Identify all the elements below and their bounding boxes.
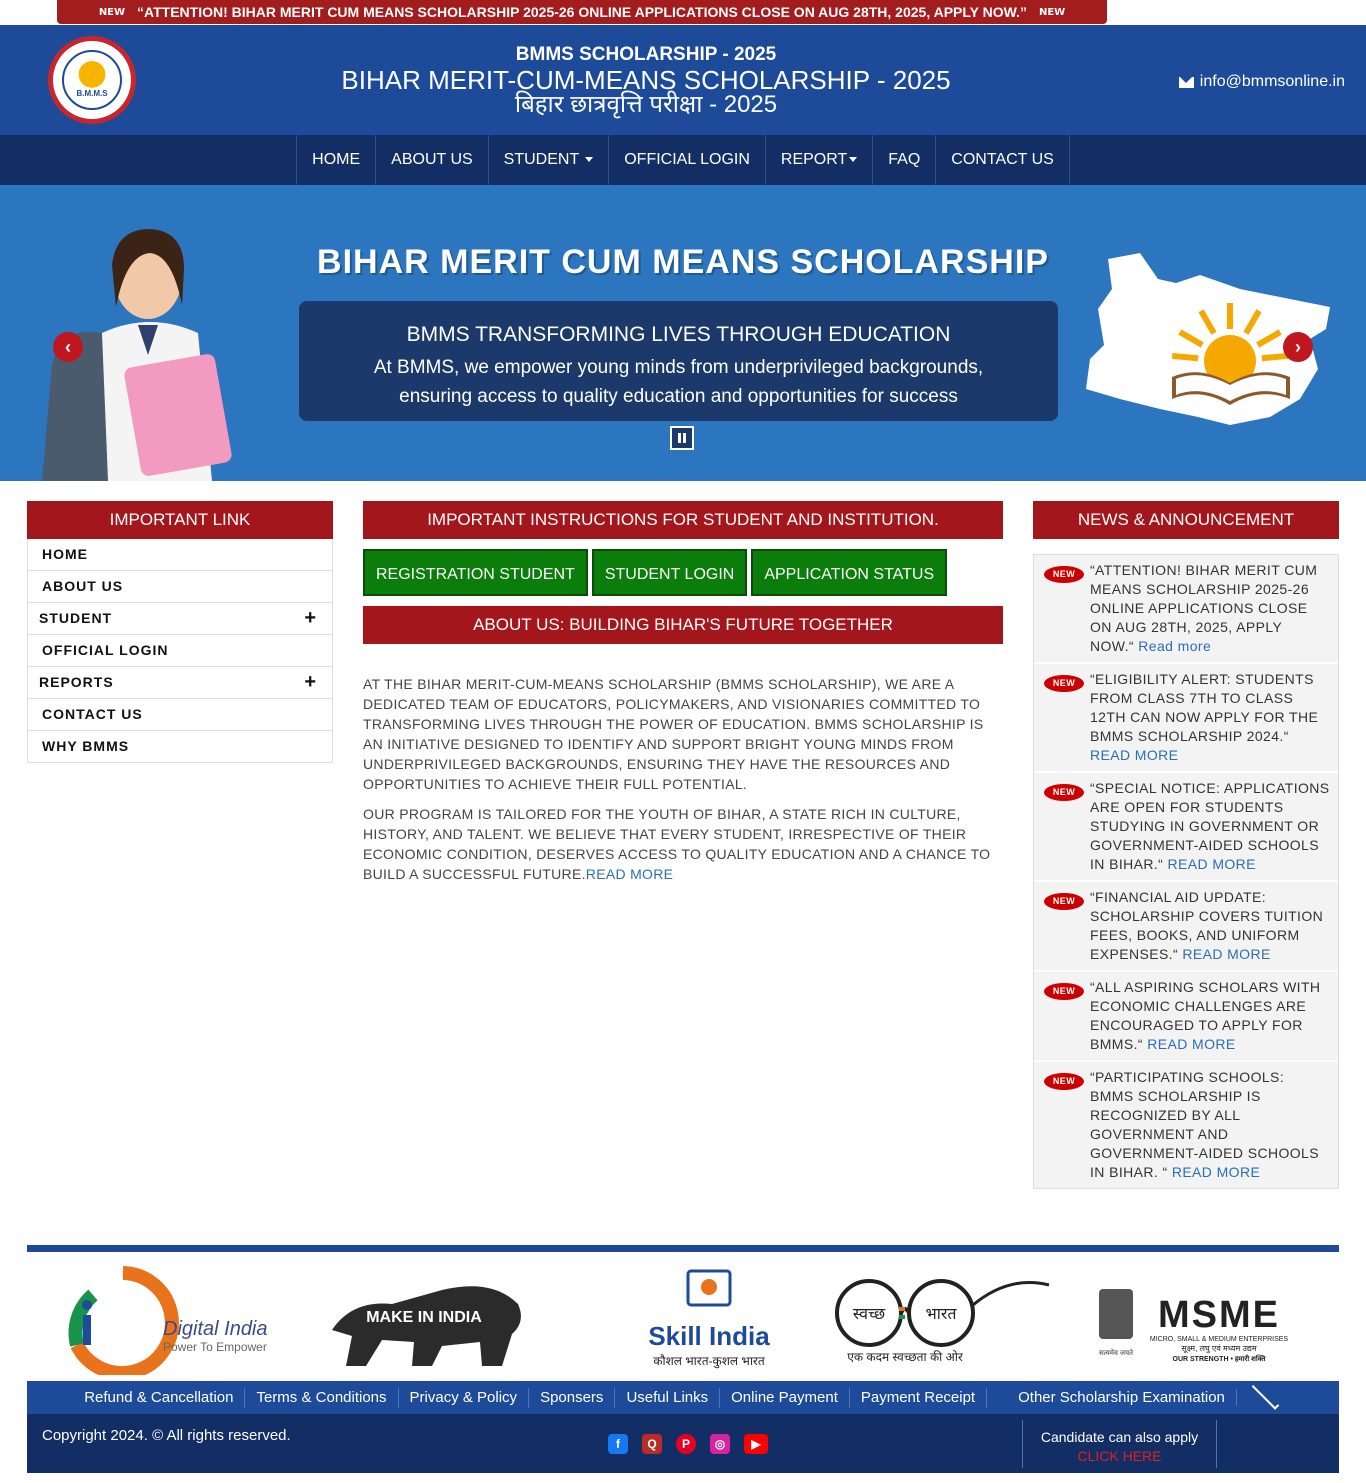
caret-down-icon [849,157,857,162]
make-in-india-lion-icon [322,1270,527,1370]
news-list [1033,554,1339,1189]
about-paragraph-1: AT THE BIHAR MERIT-CUM-MEANS SCHOLARSHIP (BMMS SCHOLARSHIP), WE ARE A DEDICATED TEAM OF EDUCATORS, POLICYMAKERS, AND VISIONARIES COMMITTED TO TRANSFORMING LIVES THROUGH THE POWER OF EDUCATION. BMMS SCHOLARSHIP IS AN INITIATIVE DESIGNED TO IDENTIFY AND SUPPORT BRIGHT YOUNG MINDS FROM UNDERPRIVILEGED BACKGROUNDS, ENSURING THEY HAVE THE RESOURCES AND OPPORTUNITIES TO ACHIEVE THEIR FULL POTENTIAL. [363,676,984,792]
nav-contact-us[interactable]: CONTACT US [936,135,1070,185]
banner-line-1: BMMS TRANSFORMING LIVES THROUGH EDUCATION [406,323,951,346]
new-badge: NEW [1044,784,1084,801]
news-read-more-link[interactable]: READ MORE [1147,1036,1236,1052]
quora-icon[interactable]: Q [642,1434,662,1454]
news-read-more-link[interactable]: READ MORE [1090,747,1179,763]
emblem-tagline: सत्यमेव जयते [1098,1350,1134,1357]
banner-message-box [299,301,1058,421]
ticker-marquee[interactable] [57,0,1107,24]
carousel-prev-button[interactable]: ‹ [53,332,83,362]
side-link-student-label: STUDENT [39,610,113,626]
student-login-button[interactable]: STUDENT LOGIN [592,549,748,596]
plus-icon[interactable]: + [304,607,317,629]
youtube-icon[interactable]: ▶ [744,1434,768,1454]
instructions-heading: IMPORTANT INSTRUCTIONS FOR STUDENT AND INSTITUTION. [363,501,1003,539]
apply-box [1022,1420,1217,1468]
swachh-bharat-logo[interactable] [829,1260,1054,1380]
registration-student-button[interactable]: REGISTRATION STUDENT [363,549,588,596]
footer-link-sponsers[interactable]: Sponsers [529,1388,615,1408]
header-hindi-title: बिहार छात्रवृत्ति परीक्षा - 2025 [514,91,778,118]
carousel-next-button[interactable]: › [1283,332,1313,362]
banner-line-3-text: ensuring access to quality education and opportunities for success [399,386,958,407]
plus-icon[interactable]: + [304,671,317,693]
msme-emblem-icon [1089,1265,1304,1375]
msme-tagline-2: सूक्ष्म, लघु एवं मध्यम उद्यम [1181,1344,1257,1353]
news-item [1034,773,1338,882]
side-link-reports-label: REPORTS [39,674,114,690]
news-heading: NEWS & ANNOUNCEMENT [1033,501,1339,539]
new-badge: NEW [1038,6,1066,18]
banner-line-2-text: At BMMS, we empower young minds from underprivileged backgrounds, [373,357,984,378]
news-text: “FINANCIAL AID UPDATE: SCHOLARSHIP COVERS TUITION FEES, BOOKS, AND UNIFORM EXPENSES.“ [1090,889,1324,962]
header-title: BIHAR MERIT-CUM-MEANS SCHOLARSHIP - 2025 [341,65,951,95]
digital-india-text: Digital India [163,1318,268,1340]
apply-text: Candidate can also apply [1040,1429,1199,1445]
footer-nav [27,1381,1339,1414]
news-item [1034,664,1338,773]
footer-link-refund[interactable]: Refund & Cancellation [73,1388,245,1408]
msme-tagline-3: OUR STRENGTH • हमारी शक्ति [1172,1356,1266,1363]
news-item [1034,1062,1338,1188]
news-text: “ATTENTION! BIHAR MERIT CUM MEANS SCHOLARSHIP 2025-26 ONLINE APPLICATIONS CLOSE ON AUG 28TH, 2025, APPLY NOW.“ [1090,562,1318,654]
about-heading: ABOUT US: BUILDING BIHAR'S FUTURE TOGETHER [363,606,1003,644]
click-here-link[interactable]: CLICK HERE [1077,1448,1162,1464]
about-read-more-link[interactable]: READ MORE [585,866,674,882]
news-item [1034,555,1338,664]
instructions-panel [363,501,1003,884]
swachh-left-text: स्वच्छ [852,1306,886,1323]
banner-title: BIHAR MERIT CUM MEANS SCHOLARSHIP [317,243,1049,281]
action-buttons [363,549,1003,596]
digital-india-tagline: Power To Empower [163,1340,267,1354]
application-status-button[interactable]: APPLICATION STATUS [751,549,947,596]
footer-divider [27,1245,1339,1252]
facebook-icon[interactable]: f [608,1434,628,1454]
footer-link-useful-links[interactable]: Useful Links [615,1388,720,1408]
side-link-contact-us[interactable]: CONTACT US [27,699,333,731]
news-text: “SPECIAL NOTICE: APPLICATIONS ARE OPEN FOR STUDENTS STUDYING IN GOVERNMENT OR GOVERNMENT-AIDED SCHOOLS IN BIHAR.“ [1090,780,1330,872]
pinterest-icon[interactable]: P [676,1434,696,1454]
footer-link-privacy[interactable]: Privacy & Policy [399,1388,530,1408]
make-in-india-text: MAKE IN INDIA [366,1309,482,1326]
news-panel [1033,501,1339,1189]
header-subtitle: BMMS SCHOLARSHIP - 2025 [515,44,777,65]
news-text: “ALL ASPIRING SCHOLARS WITH ECONOMIC CHALLENGES ARE ENCOURAGED TO APPLY FOR BMMS.“ [1090,979,1321,1052]
site-header [0,25,1366,135]
new-badge: NEW [1044,983,1084,1000]
skill-india-icon [602,1265,817,1375]
hero-carousel [0,185,1366,481]
digital-india-icon [63,1265,283,1375]
carousel-pause-button[interactable] [670,426,694,450]
other-scholarship-label: Other Scholarship Examination [1007,1389,1237,1406]
skill-india-tagline: कौशल भारत-कुशल भारत [653,1354,765,1368]
news-item [1034,972,1338,1062]
envelope-icon [1179,77,1194,88]
main-nav [0,135,1366,185]
side-link-why-bmms[interactable]: WHY BMMS [27,731,333,763]
news-text: “ELIGIBILITY ALERT: STUDENTS FROM CLASS 7TH TO CLASS 12TH CAN NOW APPLY FOR THE BMMS SCHOLARSHIP 2024.“ [1090,671,1319,744]
digital-india-logo[interactable] [63,1260,283,1380]
swachh-tagline: एक कदम स्वच्छता की ओर [847,1350,963,1364]
new-badge: NEW [1044,675,1084,692]
msme-text: MSME [1158,1294,1280,1336]
chevron-down-icon [1251,1382,1279,1410]
footer-bottom [27,1414,1339,1473]
new-badge: NEW [1044,566,1084,583]
copyright-text: Copyright 2024. © All rights reserved. [42,1427,291,1444]
social-links [608,1434,768,1454]
nav-report-label: REPORT [780,151,848,168]
side-link-about-us[interactable]: ABOUT US [27,571,333,603]
email-text: info@bmmsonline.in [1199,73,1345,90]
banner-line-2 [299,353,1058,411]
nav-official-login[interactable]: OFFICIAL LOGIN [609,135,766,185]
instagram-icon[interactable]: ◎ [710,1434,730,1454]
skill-india-logo[interactable] [602,1260,817,1380]
skill-india-text: Skill India [648,1321,770,1351]
footer-link-terms[interactable]: Terms & Conditions [245,1388,398,1408]
logo-text: B.M.M.S [76,88,108,98]
nav-report[interactable] [766,135,873,185]
news-read-more-link[interactable]: READ MORE [1171,1164,1261,1180]
caret-down-icon [585,157,593,162]
side-link-home[interactable]: HOME [27,539,333,571]
news-read-more-link[interactable]: READ MORE [1182,946,1271,962]
news-item [1034,882,1338,972]
swachh-bharat-glasses-icon [829,1265,1054,1375]
swachh-right-text: भारत [925,1306,957,1323]
nav-home[interactable]: HOME [297,135,376,185]
footer-link-online-payment[interactable]: Online Payment [720,1388,850,1408]
news-read-more-link[interactable]: Read more [1138,638,1212,654]
pause-icon [678,433,681,443]
partner-logos [27,1260,1339,1380]
make-in-india-logo[interactable] [322,1260,527,1380]
about-paragraph-2 [363,804,1003,884]
other-scholarship-dropdown[interactable] [987,1387,1293,1408]
news-read-more-link[interactable]: READ MORE [1167,856,1256,872]
ticker-bar [0,0,1366,25]
nav-faq[interactable]: FAQ [873,135,936,185]
msme-tagline-1: MICRO, SMALL & MEDIUM ENTERPRISES [1149,1336,1289,1343]
news-text: “PARTICIPATING SCHOOLS: BMMS SCHOLARSHIP IS RECOGNIZED BY ALL GOVERNMENT AND GOVERNMENT-AIDED SCHOOLS IN BIHAR. “ [1090,1069,1319,1180]
important-link-panel [27,501,333,763]
important-link-heading: IMPORTANT LINK [27,501,333,539]
header-email[interactable] [1179,73,1345,91]
side-link-reports[interactable] [27,667,333,699]
nav-student[interactable] [489,135,610,185]
side-link-official-login[interactable]: OFFICIAL LOGIN [27,635,333,667]
pause-icon [683,433,686,443]
nav-about-us[interactable]: ABOUT US [376,135,489,185]
side-link-student[interactable] [27,603,333,635]
footer-link-payment-receipt[interactable]: Payment Receipt [850,1388,987,1408]
new-badge: NEW [1044,1073,1084,1090]
ticker-text: “ATTENTION! BIHAR MERIT CUM MEANS SCHOLARSHIP 2025-26 ONLINE APPLICATIONS CLOSE ON AUG 28TH, 2025, APPLY NOW.” [137,4,1027,20]
msme-logo[interactable] [1089,1260,1304,1380]
new-badge: NEW [1044,893,1084,910]
nav-student-label: STUDENT [503,151,580,168]
new-badge: NEW [98,6,126,18]
about-paragraph-2-text: OUR PROGRAM IS TAILORED FOR THE YOUTH OF BIHAR, A STATE RICH IN CULTURE, HISTORY, AND TALENT. WE BELIEVE THAT EVERY STUDENT, IRRESPECTIVE OF THEIR ECONOMIC CONDITION, DESERVES ACCESS TO QUALITY EDUCATION AND A CHANCE TO BUILD A SUCCESSFUL FUTURE. [363,806,991,882]
